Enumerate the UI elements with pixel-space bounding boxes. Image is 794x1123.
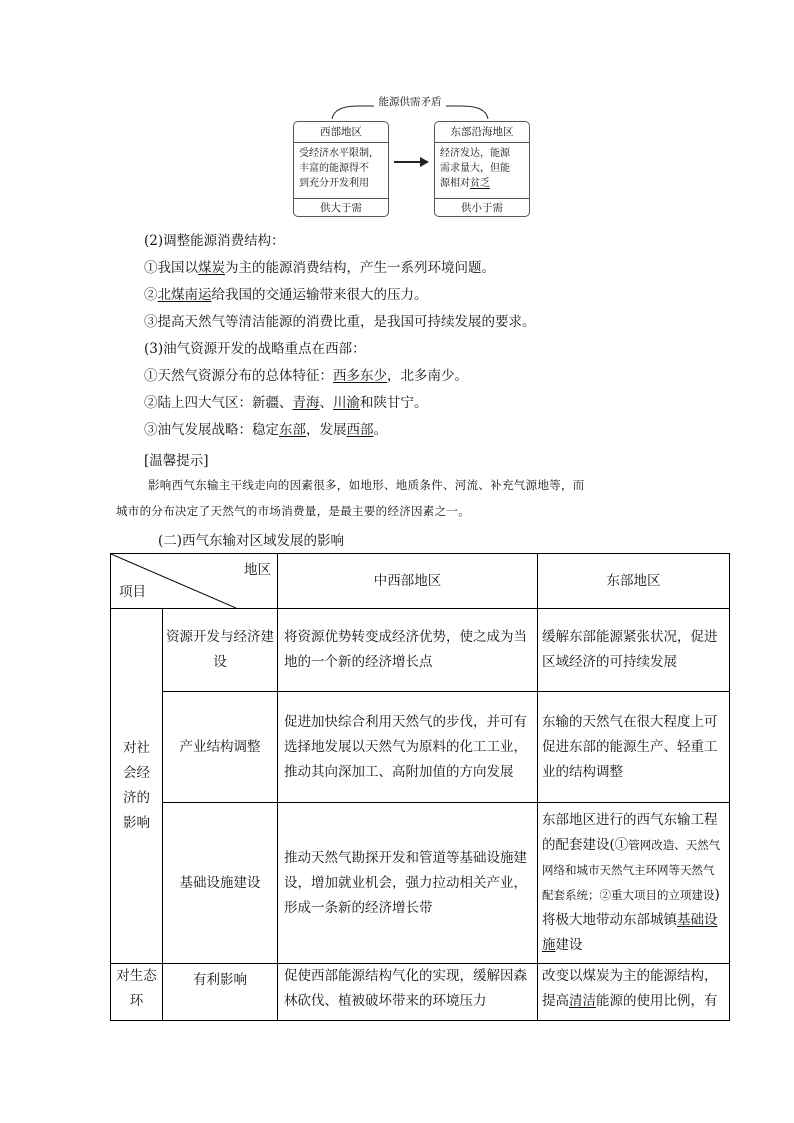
row-subitem: 产业结构调整 (163, 692, 278, 803)
row-west-cell: 将资源优势转变成经济优势，使之成为当地的一个新的经济增长点 (278, 609, 538, 692)
table-row (111, 692, 730, 803)
section2-item3: ③提高天然气等清洁能源的消费比重，是我国可持续发展的要求。 (144, 314, 536, 330)
tip-line1: 影响西气东输主干线走向的因素很多，如地形、地质条件、河流、补充气源地等，而 (148, 478, 585, 492)
energy-supply-diagram (290, 94, 530, 218)
west-region-footer: 供大于需 (294, 198, 388, 217)
header-region-label: 地区 (244, 562, 271, 578)
subsection-title: (二)西气东输对区域发展的影响 (158, 533, 345, 549)
section3-heading: (3)油气资源开发的战略重点在西部： (144, 341, 366, 357)
table-row (111, 964, 730, 1021)
row-east-cell: 东部地区进行的西气东输工程的配套建设(①管网改造、天然气网络和城市天然气主环网等天然气配套系统；②重大项目的立项建设)将极大地带动东部城镇基础设施建设 (538, 803, 730, 964)
brace-icon (330, 98, 490, 120)
header-mid-west: 中西部地区 (278, 554, 538, 609)
section3-item1: ①天然气资源分布的总体特征：西多东少，北多南少。 (144, 368, 468, 384)
arrow-right-icon (394, 156, 430, 168)
header-item-label: 项目 (119, 584, 146, 600)
group-social-economic: 对社会经济的影响 (111, 609, 163, 964)
section2-heading: (2)调整能源消费结构： (144, 233, 285, 249)
east-region-box (434, 121, 530, 217)
tip-label: [温馨提示] (144, 453, 209, 469)
east-region-title: 东部沿海地区 (435, 122, 529, 143)
row-subitem: 资源开发与经济建设 (163, 609, 278, 692)
west-region-title: 西部地区 (294, 122, 388, 143)
header-east: 东部地区 (538, 554, 730, 609)
table-corner-cell (111, 554, 278, 609)
group-ecology: 对生态环 (111, 964, 163, 1021)
row-east-cell: 东输的天然气在很大程度上可促进东部的能源生产、轻重工业的结构调整 (538, 692, 730, 803)
row-subitem: 有利影响 (163, 964, 278, 1021)
diagram-title: 能源供需矛盾 (378, 96, 442, 108)
section3-item3: ③油气发展战略：稳定东部，发展西部。 (144, 422, 387, 438)
table-header-row (111, 554, 730, 609)
row-west-cell: 推动天然气勘探开发和管道等基础设施建设，增加就业机会，强力拉动相关产业，形成一条新的经济增长带 (278, 803, 538, 964)
row-west-cell: 促进加快综合利用天然气的步伐，并可有选择地发展以天然气为原料的化工工业，推动其向深加工、高附加值的方向发展 (278, 692, 538, 803)
impact-table (110, 553, 730, 1021)
table-row (111, 803, 730, 964)
table-row (111, 609, 730, 692)
west-region-box (293, 121, 389, 217)
row-east-cell: 缓解东部能源紧张状况，促进区域经济的可持续发展 (538, 609, 730, 692)
section2-item1: ①我国以煤炭为主的能源消费结构，产生一系列环境问题。 (144, 260, 495, 276)
section2-item2: ②北煤南运给我国的交通运输带来很大的压力。 (144, 287, 428, 303)
row-subitem: 基础设施建设 (163, 803, 278, 964)
east-region-body: 经济发达，能源 需求量大，但能 源相对贫乏 (440, 148, 510, 189)
row-west-cell: 促使西部能源结构气化的实现，缓解因森林砍伐、植被破坏带来的环境压力 (278, 964, 538, 1021)
west-region-body: 受经济水平限制, 丰富的能源得不 到充分开发利用 (299, 148, 373, 189)
tip-line2: 城市的分布决定了天然气的市场消费量，是最主要的经济因素之一。 (116, 504, 470, 518)
section3-item2: ②陆上四大气区：新疆、青海、川渝和陕甘宁。 (144, 395, 428, 411)
east-region-footer: 供小于需 (435, 198, 529, 217)
row-east-cell: 改变以煤炭为主的能源结构，提高清洁能源的使用比例，有 (538, 964, 730, 1021)
